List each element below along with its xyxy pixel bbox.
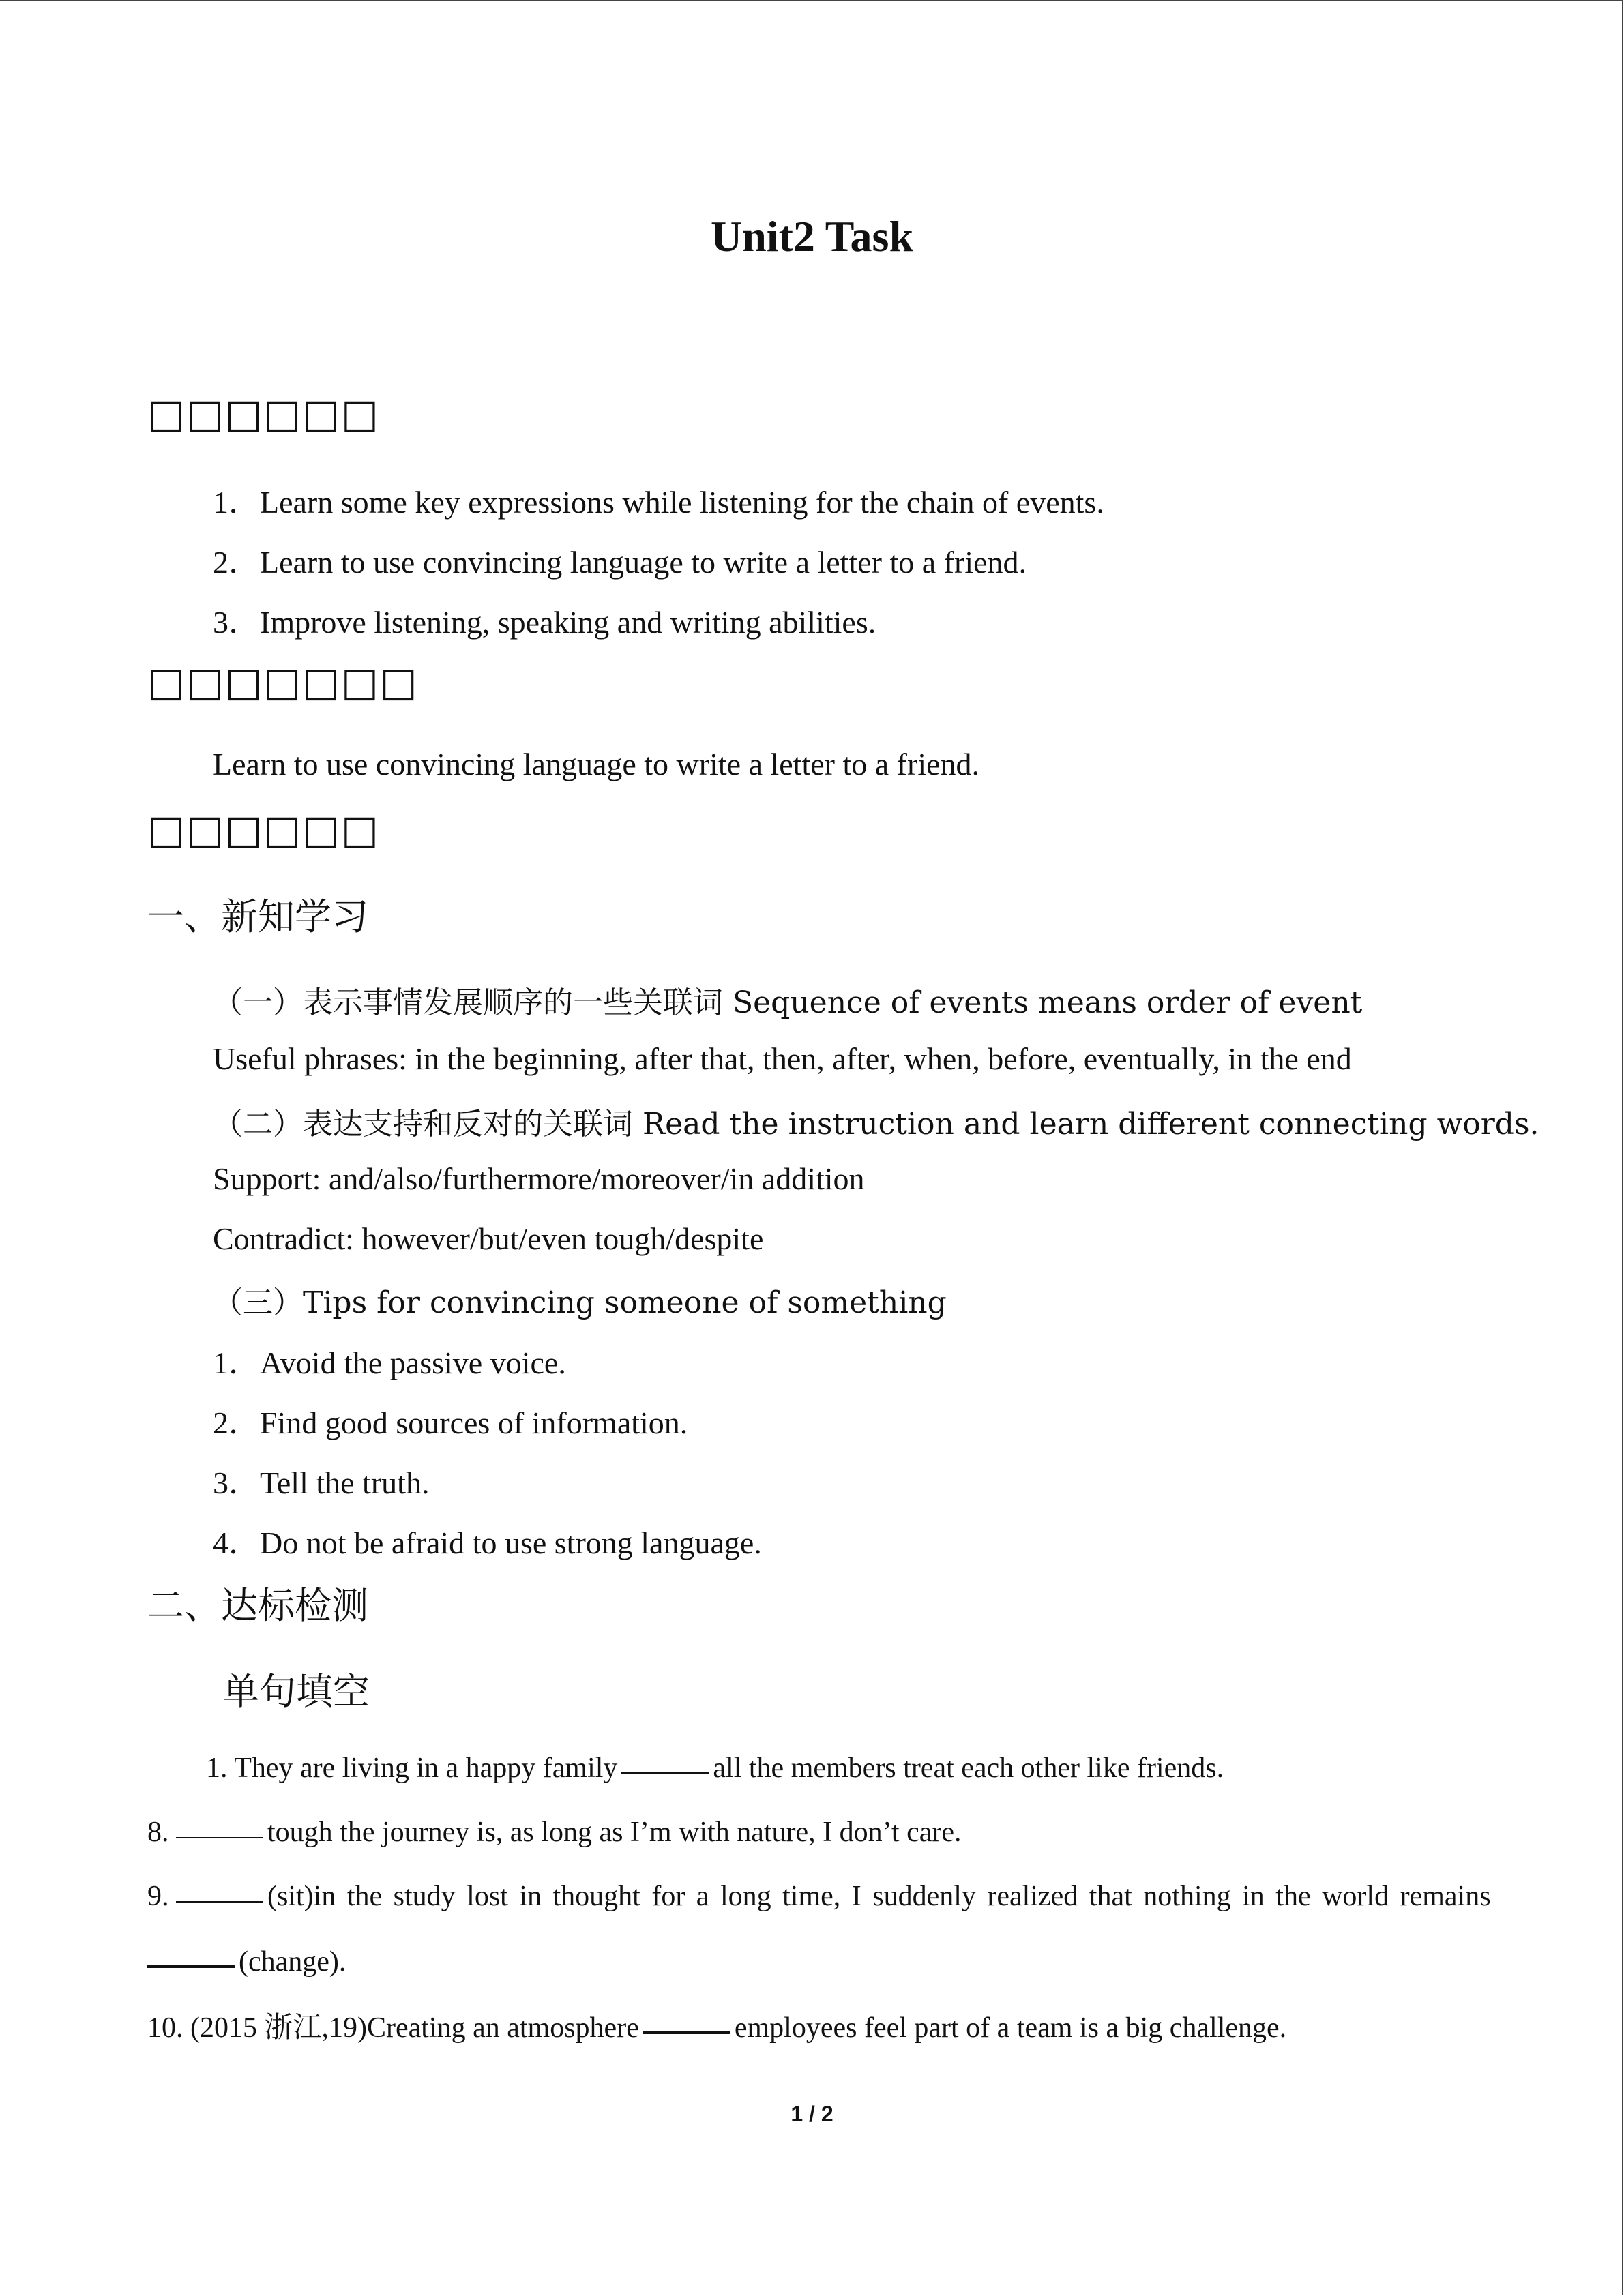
question-1 [206, 1746, 1224, 1785]
goal-item-3: 3．Improve listening, speaking and writing abilities. [213, 605, 876, 640]
question-1-text-a: 1. They are living in a happy family [206, 1753, 618, 1784]
goals-heading: □□□□□□ [147, 390, 380, 436]
support-words: Support: and/also/furthermore/moreover/in addition [213, 1161, 865, 1196]
question-9 [147, 1875, 1491, 1913]
tip-item-4: 4．Do not be afraid to use strong language. [213, 1525, 762, 1560]
part1-title: （一）表示事情发展顺序的一些关联词 Sequence of events means order of event [213, 985, 1363, 1020]
answer-blank-9b[interactable] [147, 1937, 235, 1968]
process-heading: □□□□□□ [147, 806, 380, 852]
part2-title: （二）表达支持和反对的关联词 Read the instruction and learn different connecting words. [213, 1107, 1539, 1142]
part1-phrases: Useful phrases: in the beginning, after that, then, after, when, before, eventually, in the end [213, 1041, 1352, 1076]
question-8 [147, 1811, 961, 1849]
question-9-continued [147, 1939, 346, 1978]
question-9-text-a: 9. [147, 1881, 176, 1912]
question-1-text-b: all the members treat each other like friends. [713, 1753, 1224, 1784]
question-9-text-b: (sit)in the study lost in thought for a long time, I suddenly realized that nothing in the world remains [267, 1881, 1491, 1912]
test-subheading: 单句填空 [222, 1670, 370, 1713]
test-heading: 二、达标检测 [147, 1584, 368, 1627]
tip-item-1: 1．Avoid the passive voice. [213, 1345, 566, 1380]
question-8-text-a: 8. [147, 1817, 176, 1848]
question-9-text-c: (change). [239, 1946, 346, 1978]
answer-blank-9a[interactable] [176, 1873, 263, 1903]
question-8-text-b: tough the journey is, as long as I’m with nature, I don’t care. [267, 1817, 962, 1848]
question-10 [147, 2005, 1286, 2046]
goal-item-1: 1．Learn some key expressions while listening for the chain of events. [213, 485, 1104, 520]
page-number: 1 / 2 [791, 2102, 833, 2126]
new-learning-heading: 一、新知学习 [147, 895, 368, 938]
answer-blank-10[interactable] [643, 2003, 730, 2034]
answer-blank-8[interactable] [176, 1808, 263, 1838]
focus-heading: □□□□□□□ [147, 659, 419, 705]
part3-title: （三）Tips for convincing someone of something [213, 1285, 947, 1320]
contradict-words: Contradict: however/but/even tough/despite [213, 1221, 764, 1256]
document-title: Unit2 Task [710, 212, 914, 260]
answer-blank-1[interactable] [621, 1743, 709, 1774]
focus-text: Learn to use convincing language to write a letter to a friend. [213, 747, 980, 781]
tip-item-2: 2．Find good sources of information. [213, 1405, 688, 1440]
question-10-text-a: 10. (2015 浙江,19)Creating an atmosphere [147, 2012, 639, 2044]
tip-item-3: 3．Tell the truth. [213, 1465, 430, 1500]
goal-item-2: 2．Learn to use convincing language to write a letter to a friend. [213, 545, 1027, 580]
question-10-text-b: employees feel part of a team is a big challenge. [734, 2012, 1287, 2044]
